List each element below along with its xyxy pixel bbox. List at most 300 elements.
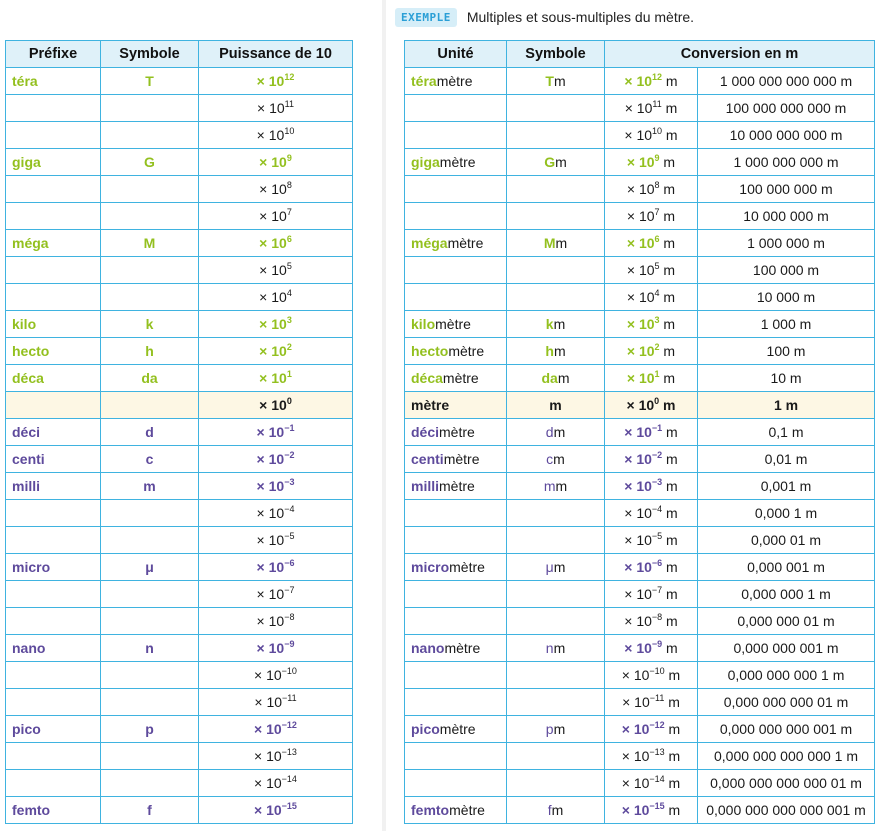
unit-prefix: pico xyxy=(411,721,440,737)
table-row xyxy=(405,662,875,689)
times-sign: × 10 xyxy=(626,154,655,170)
exponent: −13 xyxy=(281,747,297,757)
example-badge: EXEMPLE xyxy=(395,8,457,27)
value-cell: 0,000 000 1 m xyxy=(698,581,875,608)
value-cell: 0,01 m xyxy=(698,446,875,473)
unit-base: mètre xyxy=(444,640,481,656)
prefix-cell: giga xyxy=(6,149,101,176)
unit-m: m xyxy=(664,802,681,818)
symbol-base: m xyxy=(553,451,565,467)
unit-cell xyxy=(405,419,507,446)
unit-m: m xyxy=(662,532,678,548)
times-sign: × 10 xyxy=(256,451,285,467)
times-sign: × 10 xyxy=(256,73,285,89)
exponent: 5 xyxy=(654,261,660,271)
exponent: −8 xyxy=(284,612,295,622)
times-sign: × 10 xyxy=(626,343,655,359)
times-sign: × 10 xyxy=(254,748,282,764)
value-cell: 0,000 000 000 01 m xyxy=(698,689,875,716)
symbol-base: m xyxy=(555,478,568,494)
power-cell xyxy=(605,338,698,365)
exponent: 2 xyxy=(654,342,660,352)
table-row xyxy=(6,365,353,392)
unit-symbol-cell xyxy=(507,554,605,581)
times-sign: × 10 xyxy=(259,154,287,170)
power-cell xyxy=(199,473,353,500)
power-cell xyxy=(199,500,353,527)
power-cell xyxy=(199,392,353,419)
power-cell xyxy=(605,311,698,338)
exponent: 8 xyxy=(654,180,660,190)
exponent: 6 xyxy=(654,234,660,244)
unit-m: m xyxy=(659,370,676,386)
prefix-table xyxy=(5,40,353,824)
unit-cell xyxy=(405,689,507,716)
value-cell: 0,000 1 m xyxy=(698,500,875,527)
times-sign: × 10 xyxy=(257,100,285,116)
exponent: −1 xyxy=(284,423,295,433)
value-cell: 0,000 000 001 m xyxy=(698,635,875,662)
table-row xyxy=(6,419,353,446)
exponent: −3 xyxy=(651,477,663,487)
power-cell xyxy=(605,608,698,635)
exponent: −6 xyxy=(284,558,295,568)
symbol-prefix: n xyxy=(545,640,554,656)
power-cell xyxy=(199,797,353,824)
times-sign: × 10 xyxy=(256,478,285,494)
power-cell xyxy=(605,500,698,527)
symbol-prefix: c xyxy=(546,451,554,467)
exponent: 10 xyxy=(652,126,663,136)
value-cell: 0,000 000 000 000 01 m xyxy=(698,770,875,797)
prefix-cell xyxy=(6,527,101,554)
table-row xyxy=(6,176,353,203)
unit-cell xyxy=(405,716,507,743)
unit-m: m xyxy=(662,73,678,89)
symbol-prefix: da xyxy=(541,370,558,386)
unit-base: mètre xyxy=(448,343,485,359)
unit-cell xyxy=(405,635,507,662)
value-cell: 0,000 01 m xyxy=(698,527,875,554)
exponent: 0 xyxy=(654,396,660,406)
exponent: 4 xyxy=(286,288,292,298)
power-cell xyxy=(199,203,353,230)
symbol-cell xyxy=(101,743,199,770)
table-row xyxy=(405,446,875,473)
table-row xyxy=(6,149,353,176)
prefix-cell xyxy=(6,581,101,608)
table-row xyxy=(6,311,353,338)
exponent: −12 xyxy=(649,720,665,730)
prefix-cell: pico xyxy=(6,716,101,743)
power-cell xyxy=(199,311,353,338)
unit-prefix: micro xyxy=(411,559,450,575)
value-cell: 0,000 000 000 001 m xyxy=(698,716,875,743)
unit-m: m xyxy=(659,343,676,359)
table-row xyxy=(405,338,875,365)
times-sign: × 10 xyxy=(259,397,287,413)
symbol-cell: c xyxy=(101,446,199,473)
unit-base: mètre xyxy=(435,316,471,332)
times-sign: × 10 xyxy=(624,451,652,467)
unit-symbol-cell xyxy=(507,527,605,554)
unit-m: m xyxy=(659,154,676,170)
times-sign: × 10 xyxy=(626,370,655,386)
unit-m: m xyxy=(659,289,676,305)
table-row xyxy=(405,311,875,338)
unit-base: mètre xyxy=(443,451,480,467)
table-row xyxy=(405,392,875,419)
example-text: Multiples et sous-multiples du mètre. xyxy=(466,9,695,25)
value-cell: 100 000 000 000 m xyxy=(698,95,875,122)
times-sign: × 10 xyxy=(259,343,287,359)
symbol-prefix: M xyxy=(543,235,556,251)
power-cell xyxy=(605,122,698,149)
unit-symbol-cell xyxy=(507,365,605,392)
unit-m: m xyxy=(664,721,681,737)
table-row xyxy=(405,284,875,311)
value-cell: 1 000 m xyxy=(698,311,875,338)
symbol-cell xyxy=(101,203,199,230)
power-cell xyxy=(199,419,353,446)
exponent: 0 xyxy=(286,396,292,406)
exponent: −13 xyxy=(649,747,665,757)
unit-m: m xyxy=(662,640,678,656)
symbol-base: m xyxy=(553,640,566,656)
unit-prefix: centi xyxy=(411,451,444,467)
exponent: −9 xyxy=(651,639,663,649)
unit-base: mètre xyxy=(439,478,475,494)
unit-cell xyxy=(405,230,507,257)
exponent: −3 xyxy=(284,477,295,487)
symbol-base: m xyxy=(555,235,568,251)
value-cell: 1 m xyxy=(698,392,875,419)
table-row xyxy=(405,689,875,716)
header-unite: Unité xyxy=(405,41,507,68)
unit-prefix: hecto xyxy=(411,343,449,359)
unit-m: m xyxy=(659,397,676,413)
unit-symbol-cell xyxy=(507,392,605,419)
symbol-prefix: m xyxy=(543,478,556,494)
table-row xyxy=(405,230,875,257)
power-cell xyxy=(199,176,353,203)
unit-base: mètre xyxy=(442,370,479,386)
symbol-base: m xyxy=(553,73,566,89)
conversion-table xyxy=(404,40,875,824)
table-row xyxy=(405,95,875,122)
prefix-cell: centi xyxy=(6,446,101,473)
exponent: −7 xyxy=(284,585,295,595)
symbol-base: m xyxy=(553,721,566,737)
unit-m: m xyxy=(662,478,678,494)
exponent: −6 xyxy=(651,558,663,568)
prefix-cell xyxy=(6,203,101,230)
unit-symbol-cell xyxy=(507,419,605,446)
prefix-cell: femto xyxy=(6,797,101,824)
unit-cell xyxy=(405,122,507,149)
exponent: −11 xyxy=(649,693,665,703)
table-row xyxy=(6,662,353,689)
table-row xyxy=(405,365,875,392)
exponent: −15 xyxy=(281,801,297,811)
example-caption xyxy=(395,6,694,28)
header-conversion: Conversion en m xyxy=(605,41,875,68)
power-cell xyxy=(199,446,353,473)
exponent: 11 xyxy=(652,99,662,109)
unit-symbol-cell xyxy=(507,635,605,662)
value-cell: 10 m xyxy=(698,365,875,392)
exponent: −7 xyxy=(651,585,663,595)
unit-m: m xyxy=(659,208,676,224)
unit-m: m xyxy=(662,559,678,575)
table-row xyxy=(405,797,875,824)
unit-cell xyxy=(405,284,507,311)
table-row xyxy=(405,608,875,635)
times-sign: × 10 xyxy=(259,235,287,251)
exponent: −4 xyxy=(284,504,295,514)
table-row xyxy=(6,797,353,824)
symbol-base: m xyxy=(551,802,564,818)
unit-symbol-cell xyxy=(507,473,605,500)
conversion-table-header xyxy=(405,41,875,68)
exponent: −2 xyxy=(284,450,295,460)
unit-cell xyxy=(405,500,507,527)
times-sign: × 10 xyxy=(259,289,287,305)
power-cell xyxy=(605,176,698,203)
power-cell xyxy=(605,365,698,392)
table-row xyxy=(6,68,353,95)
table-row xyxy=(6,257,353,284)
exponent: −4 xyxy=(651,504,663,514)
table-row xyxy=(6,635,353,662)
unit-symbol-cell xyxy=(507,608,605,635)
times-sign: × 10 xyxy=(624,532,652,548)
value-cell: 0,000 000 000 000 001 m xyxy=(698,797,875,824)
unit-prefix: méga xyxy=(411,235,448,251)
table-row xyxy=(6,284,353,311)
symbol-cell xyxy=(101,500,199,527)
unit-prefix: femto xyxy=(411,802,450,818)
unit-prefix: kilo xyxy=(411,316,436,332)
prefix-cell xyxy=(6,743,101,770)
times-sign: × 10 xyxy=(621,667,650,683)
exponent: −14 xyxy=(281,774,297,784)
times-sign: × 10 xyxy=(626,289,655,305)
times-sign: × 10 xyxy=(256,505,285,521)
symbol-prefix: p xyxy=(545,721,554,737)
times-sign: × 10 xyxy=(621,721,650,737)
symbol-base: m xyxy=(555,154,567,170)
power-cell xyxy=(605,419,698,446)
unit-symbol-cell xyxy=(507,797,605,824)
unit-cell xyxy=(405,797,507,824)
symbol-cell xyxy=(101,392,199,419)
table-row xyxy=(405,554,875,581)
symbol-cell: k xyxy=(101,311,199,338)
times-sign: × 10 xyxy=(621,748,650,764)
table-row xyxy=(405,419,875,446)
unit-m: m xyxy=(662,613,678,629)
exponent: 11 xyxy=(284,99,294,109)
power-cell xyxy=(199,662,353,689)
table-row xyxy=(6,527,353,554)
exponent: −5 xyxy=(284,531,295,541)
times-sign: × 10 xyxy=(626,397,655,413)
prefix-cell: nano xyxy=(6,635,101,662)
times-sign: × 10 xyxy=(256,613,285,629)
symbol-cell xyxy=(101,689,199,716)
power-cell xyxy=(199,257,353,284)
table-row xyxy=(405,257,875,284)
prefix-cell: micro xyxy=(6,554,101,581)
times-sign: × 10 xyxy=(624,613,652,629)
power-cell xyxy=(199,122,353,149)
power-cell xyxy=(199,689,353,716)
prefix-cell xyxy=(6,662,101,689)
unit-symbol-cell xyxy=(507,257,605,284)
unit-cell xyxy=(405,149,507,176)
symbol-cell: G xyxy=(101,149,199,176)
unit-m: m xyxy=(662,127,678,143)
prefix-cell xyxy=(6,284,101,311)
prefix-cell xyxy=(6,176,101,203)
unit-cell xyxy=(405,527,507,554)
unit-cell xyxy=(405,770,507,797)
unit-m: m xyxy=(659,316,676,332)
times-sign: × 10 xyxy=(256,559,285,575)
unit-cell xyxy=(405,554,507,581)
power-cell xyxy=(199,743,353,770)
value-cell: 0,000 000 000 1 m xyxy=(698,662,875,689)
symbol-prefix: G xyxy=(544,154,556,170)
table-row xyxy=(405,716,875,743)
power-cell xyxy=(605,743,698,770)
symbol-cell: m xyxy=(101,473,199,500)
symbol-cell xyxy=(101,122,199,149)
power-cell xyxy=(605,284,698,311)
unit-cell xyxy=(405,257,507,284)
exponent: −8 xyxy=(651,612,663,622)
symbol-cell: M xyxy=(101,230,199,257)
unit-m: m xyxy=(659,181,676,197)
times-sign: × 10 xyxy=(626,262,655,278)
times-sign: × 10 xyxy=(259,316,287,332)
times-sign: × 10 xyxy=(254,721,282,737)
table-row xyxy=(405,635,875,662)
power-cell xyxy=(199,716,353,743)
prefix-cell: hecto xyxy=(6,338,101,365)
prefix-cell: milli xyxy=(6,473,101,500)
power-cell xyxy=(605,203,698,230)
power-cell xyxy=(605,230,698,257)
table-row xyxy=(6,689,353,716)
unit-symbol-cell xyxy=(507,743,605,770)
times-sign: × 10 xyxy=(259,262,287,278)
exponent: 7 xyxy=(286,207,292,217)
unit-cell xyxy=(405,311,507,338)
power-cell xyxy=(605,770,698,797)
times-sign: × 10 xyxy=(259,181,287,197)
symbol-cell xyxy=(101,176,199,203)
table-row xyxy=(405,149,875,176)
symbol-cell: p xyxy=(101,716,199,743)
value-cell: 10 000 000 000 m xyxy=(698,122,875,149)
prefix-cell xyxy=(6,689,101,716)
power-cell xyxy=(605,635,698,662)
times-sign: × 10 xyxy=(254,802,282,818)
unit-prefix: nano xyxy=(411,640,445,656)
header-symbole: Symbole xyxy=(101,41,199,68)
symbol-cell: n xyxy=(101,635,199,662)
exponent: 6 xyxy=(286,234,292,244)
power-cell xyxy=(199,770,353,797)
unit-symbol-cell xyxy=(507,446,605,473)
unit-m: m xyxy=(661,100,678,116)
value-cell: 100 000 m xyxy=(698,257,875,284)
table-row xyxy=(6,581,353,608)
symbol-base: m xyxy=(553,316,566,332)
power-cell xyxy=(605,527,698,554)
times-sign: × 10 xyxy=(254,667,282,683)
value-cell: 0,001 m xyxy=(698,473,875,500)
table-row xyxy=(405,176,875,203)
times-sign: × 10 xyxy=(259,208,287,224)
unit-symbol-cell xyxy=(507,500,605,527)
unit-prefix: déci xyxy=(411,424,440,440)
symbol-cell: h xyxy=(101,338,199,365)
times-sign: × 10 xyxy=(624,424,652,440)
times-sign: × 10 xyxy=(256,127,285,143)
times-sign: × 10 xyxy=(624,127,653,143)
table-row xyxy=(405,500,875,527)
exponent: 5 xyxy=(286,261,292,271)
unit-m: m xyxy=(662,451,678,467)
table-row xyxy=(405,203,875,230)
exponent: 3 xyxy=(654,315,660,325)
column-separator xyxy=(382,0,386,831)
times-sign: × 10 xyxy=(626,316,655,332)
unit-cell xyxy=(405,473,507,500)
power-cell xyxy=(199,581,353,608)
value-cell: 1 000 000 m xyxy=(698,230,875,257)
unit-m: m xyxy=(659,262,676,278)
exponent: 1 xyxy=(286,369,292,379)
value-cell: 100 000 000 m xyxy=(698,176,875,203)
value-cell: 100 m xyxy=(698,338,875,365)
symbol-prefix: d xyxy=(545,424,554,440)
times-sign: × 10 xyxy=(621,775,650,791)
prefix-cell xyxy=(6,392,101,419)
unit-symbol-cell xyxy=(507,581,605,608)
symbol-prefix: h xyxy=(545,343,554,359)
unit-symbol-cell xyxy=(507,95,605,122)
power-cell xyxy=(605,257,698,284)
unit-cell xyxy=(405,365,507,392)
prefix-cell xyxy=(6,122,101,149)
power-cell xyxy=(199,608,353,635)
times-sign: × 10 xyxy=(256,424,285,440)
exponent: 2 xyxy=(286,342,292,352)
table-row xyxy=(6,203,353,230)
prefix-cell: déca xyxy=(6,365,101,392)
exponent: −11 xyxy=(282,693,297,703)
unit-cell xyxy=(405,203,507,230)
table-row xyxy=(405,743,875,770)
unit-cell xyxy=(405,743,507,770)
unit-m: m xyxy=(664,667,681,683)
symbol-cell xyxy=(101,527,199,554)
table-row xyxy=(6,338,353,365)
